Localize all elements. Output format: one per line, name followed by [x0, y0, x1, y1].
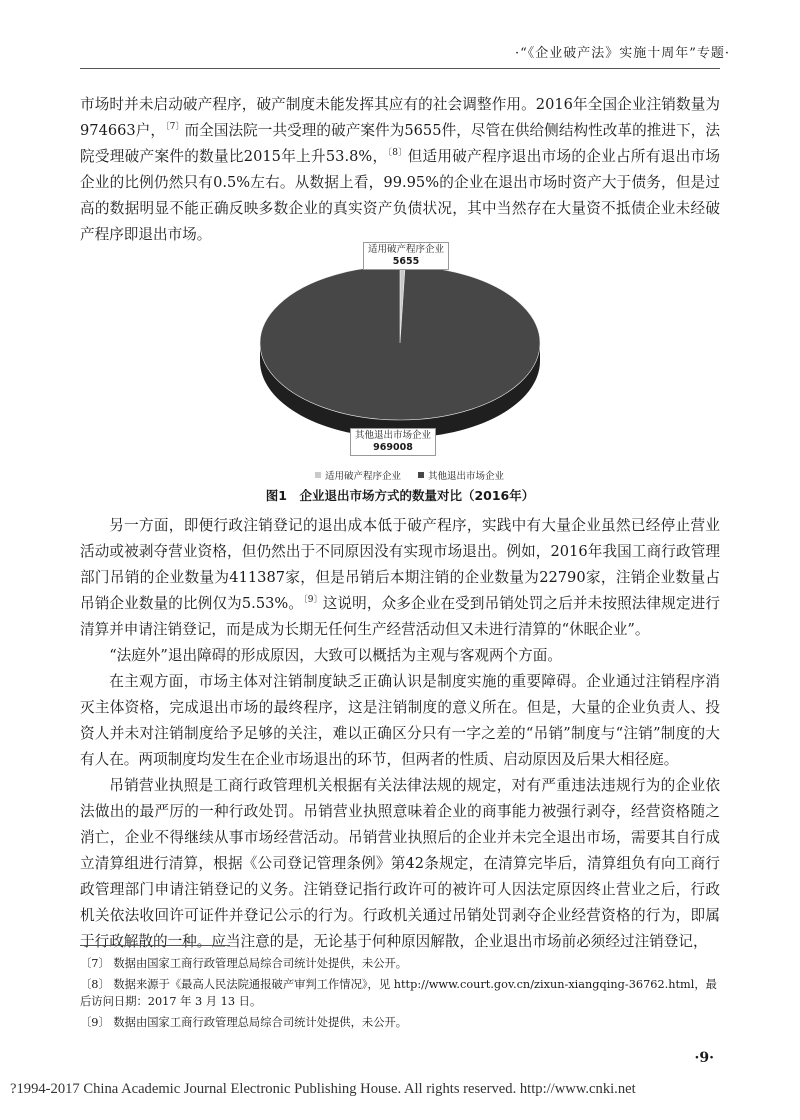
legend-swatch-other [418, 472, 424, 478]
body-paragraph-1 [80, 92, 720, 248]
slice-label-bankruptcy-value: 5655 [392, 256, 420, 267]
paragraph-text: 在主观方面，市场主体对注销制度缺乏正确认识是制度实施的重要障碍。企业通过注销程序消灭主体资格，完成退出市场的最终程序，这是注销制度的意义所在。但是，大量的企业负责人、投资人并未对注销制度给予足够的关注，难以正确区分只有一字之差的“吊销”制度与“注销”制度的大有人在。两项制度均发生在企业市场退出的环节，但两者的性质、启动原因及后果大相径庭。 [80, 673, 720, 768]
footnote-7: 〔7〕 数据由国家工商行政管理总局综合司统计处提供，未公开。 [80, 957, 408, 970]
paragraph-text: “法庭外”退出障碍的形成原因，大致可以概括为主观与客观两个方面。 [109, 647, 562, 664]
slice-label-other-name: 其他退出市场企业 [355, 430, 432, 441]
paragraph-text: 但适用破产程序退出市场的企业占所有退出市场企业的比例仍然只有0.5%左右。从数据上看，99.95%的企业在退出市场时资产大于债务，但是过高的数据明显不能正确反映多数企业的真实资产负债状况，其中当然存在大量资不抵债企业未经破产程序即退出市场。 [80, 148, 720, 243]
legend-item-other [418, 468, 504, 482]
footnote-rule [80, 945, 230, 946]
body-paragraph-3 [80, 643, 720, 669]
body-paragraph-5 [80, 773, 720, 955]
paragraph-text: 市场时并未启动破产程序，破产制度未能发挥其应有的社会调整作用。2016年全国企业注销数量为974663户， [80, 96, 720, 139]
footnote-9: 〔9〕 数据由国家工商行政管理总局综合司统计处提供，未公开。 [80, 1016, 408, 1029]
paragraph-text: 这说明，众多企业在受到吊销处罚之后并未按照法律规定进行清算并申请注销登记，而是成为长期无任何生产经营活动但又未进行清算的“休眠企业”。 [80, 595, 720, 638]
footnote-8: 〔8〕 数据来源于《最高人民法院通报破产审判工作情况》，见 http://www.court.gov.cn/zixun-xiangqing-36762.html，最后访问日期：2017 年 3 月 13 日。 [80, 978, 717, 1008]
pie-slice-other [260, 266, 540, 420]
slice-label-bankruptcy [363, 242, 449, 270]
footnote-ref: 〔8〕 [387, 148, 408, 159]
chart-legend [315, 468, 518, 482]
body-paragraph-4 [80, 669, 720, 773]
pie-chart [80, 232, 720, 482]
slice-label-bankruptcy-name: 适用破产程序企业 [368, 244, 445, 255]
figure-caption: 图1 企业退出市场方式的数量对比（2016年） [265, 488, 535, 503]
footnote-ref: 〔7〕 [165, 122, 185, 133]
legend-item-bankruptcy [315, 468, 401, 482]
slice-label-other [350, 428, 436, 456]
footnote-ref: 〔9〕 [303, 595, 323, 606]
slice-label-other-value: 969008 [373, 442, 413, 453]
legend-swatch-bankruptcy [315, 472, 321, 478]
paragraph-text: 而全国法院一共受理的破产案件为5655件，尽管在供给侧结构性改革的推进下，法院受理破产案件的数量比2015年上升53.8%， [80, 122, 720, 165]
copyright-footer: ?1994-2017 China Academic Journal Electronic Publishing House. All rights reserved. http://www.cnki.net [10, 1081, 636, 1097]
paragraph-text: 另一方面，即便行政注销登记的退出成本低于破产程序，实践中有大量企业虽然已经停止营业活动或被剥夺营业资格，但仍然出于不同原因没有实现市场退出。例如，2016年我国工商行政管理部门吊销的企业数量为411387家，但是吊销后本期注销的企业数量为22790家，注销企业数量占吊销企业数量的比例仅为5.53%。 [80, 517, 720, 612]
legend-label-bankruptcy: 适用破产程序企业 [325, 471, 402, 482]
legend-label-other: 其他退出市场企业 [428, 471, 505, 482]
body-paragraph-2 [80, 513, 720, 643]
header-rule [80, 68, 720, 69]
running-header: ·“《企业破产法》实施十周年”专题· [514, 46, 730, 61]
page-number: ·9· [694, 1050, 714, 1066]
paragraph-text: 吊销营业执照是工商行政管理机关根据有关法律法规的规定，对有严重违法违规行为的企业依法做出的最严厉的一种行政处罚。吊销营业执照意味着企业的商事能力被强行剥夺，经营资格随之消亡，企业不得继续从事市场经营活动。吊销营业执照后的企业并未完全退出市场，需要其自行成立清算组进行清算，根据《公司登记管理条例》第42条规定，在清算完毕后，清算组负有向工商行政管理部门申请注销登记的义务。注销登记指行政许可的被许可人因法定原因终止营业之后，行政机关依法收回许可证件并登记公示的行为。行政机关通过吊销处罚剥夺企业经营资格的行为，即属于行政解散的一种。应当注意的是，无论基于何种原因解散，企业退出市场前必须经过注销登记， [80, 777, 720, 950]
